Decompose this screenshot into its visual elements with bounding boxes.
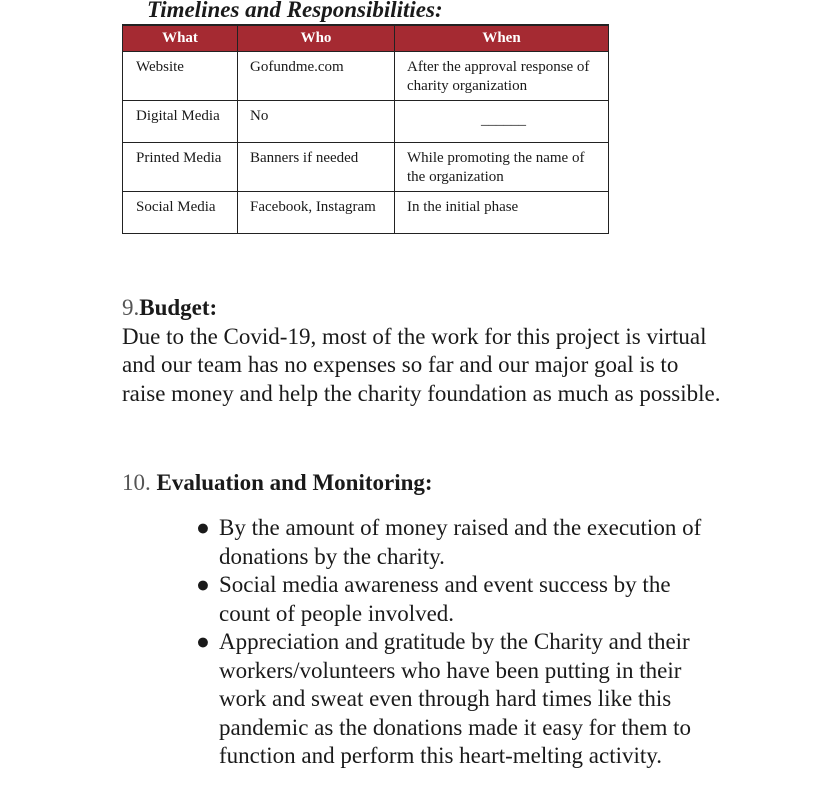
list-item-text: Social media awareness and event success by the count of people involved.	[219, 572, 671, 626]
evaluation-number: 10.	[122, 470, 151, 495]
budget-body: Due to the Covid-19, most of the work for this project is virtual and our team has no expenses so far and our major goal is to raise money and help the charity foundation as much as possible.	[122, 323, 721, 406]
list-item-text: Appreciation and gratitude by the Charity and their workers/volunteers who have been putting in their work and sweat even through hard times like this pandemic as the donations made it easy for them to function and perform this heart-melting activity.	[219, 629, 692, 768]
evaluation-heading	[122, 469, 433, 498]
table-header-row	[123, 25, 609, 52]
table-row	[123, 192, 609, 234]
list-item	[196, 514, 716, 571]
budget-number: 9.	[122, 295, 140, 320]
cell-what: Social Media	[123, 192, 238, 234]
table-row	[123, 101, 609, 143]
cell-when: After the approval response of charity organization	[395, 52, 609, 101]
list-item-text: By the amount of money raised and the execution of donations by the charity.	[219, 515, 702, 569]
list-item	[196, 628, 716, 771]
budget-heading	[122, 294, 722, 323]
table-row	[123, 143, 609, 192]
cell-when: In the initial phase	[395, 192, 609, 234]
list-item	[196, 571, 716, 628]
column-header-who: Who	[238, 25, 395, 52]
table-row	[123, 52, 609, 101]
cell-who: No	[238, 101, 395, 143]
bullet-icon: ●	[196, 572, 210, 597]
cell-what: Digital Media	[123, 101, 238, 143]
table-title: Timelines and Responsibilities:	[147, 0, 443, 22]
empty-dash: ______	[481, 112, 526, 128]
cell-who: Facebook, Instagram	[238, 192, 395, 234]
column-header-what: What	[123, 25, 238, 52]
bullet-icon: ●	[196, 515, 210, 540]
column-header-when: When	[395, 25, 609, 52]
cell-when: While promoting the name of the organization	[395, 143, 609, 192]
cell-when	[395, 101, 609, 143]
cell-who: Gofundme.com	[238, 52, 395, 101]
cell-what: Printed Media	[123, 143, 238, 192]
budget-section	[122, 294, 722, 408]
responsibilities-table	[122, 24, 609, 234]
cell-who: Banners if needed	[238, 143, 395, 192]
evaluation-list	[196, 514, 716, 771]
bullet-icon: ●	[196, 629, 210, 654]
cell-what: Website	[123, 52, 238, 101]
budget-title: Budget:	[139, 295, 218, 320]
evaluation-title: Evaluation and Monitoring:	[156, 470, 433, 495]
